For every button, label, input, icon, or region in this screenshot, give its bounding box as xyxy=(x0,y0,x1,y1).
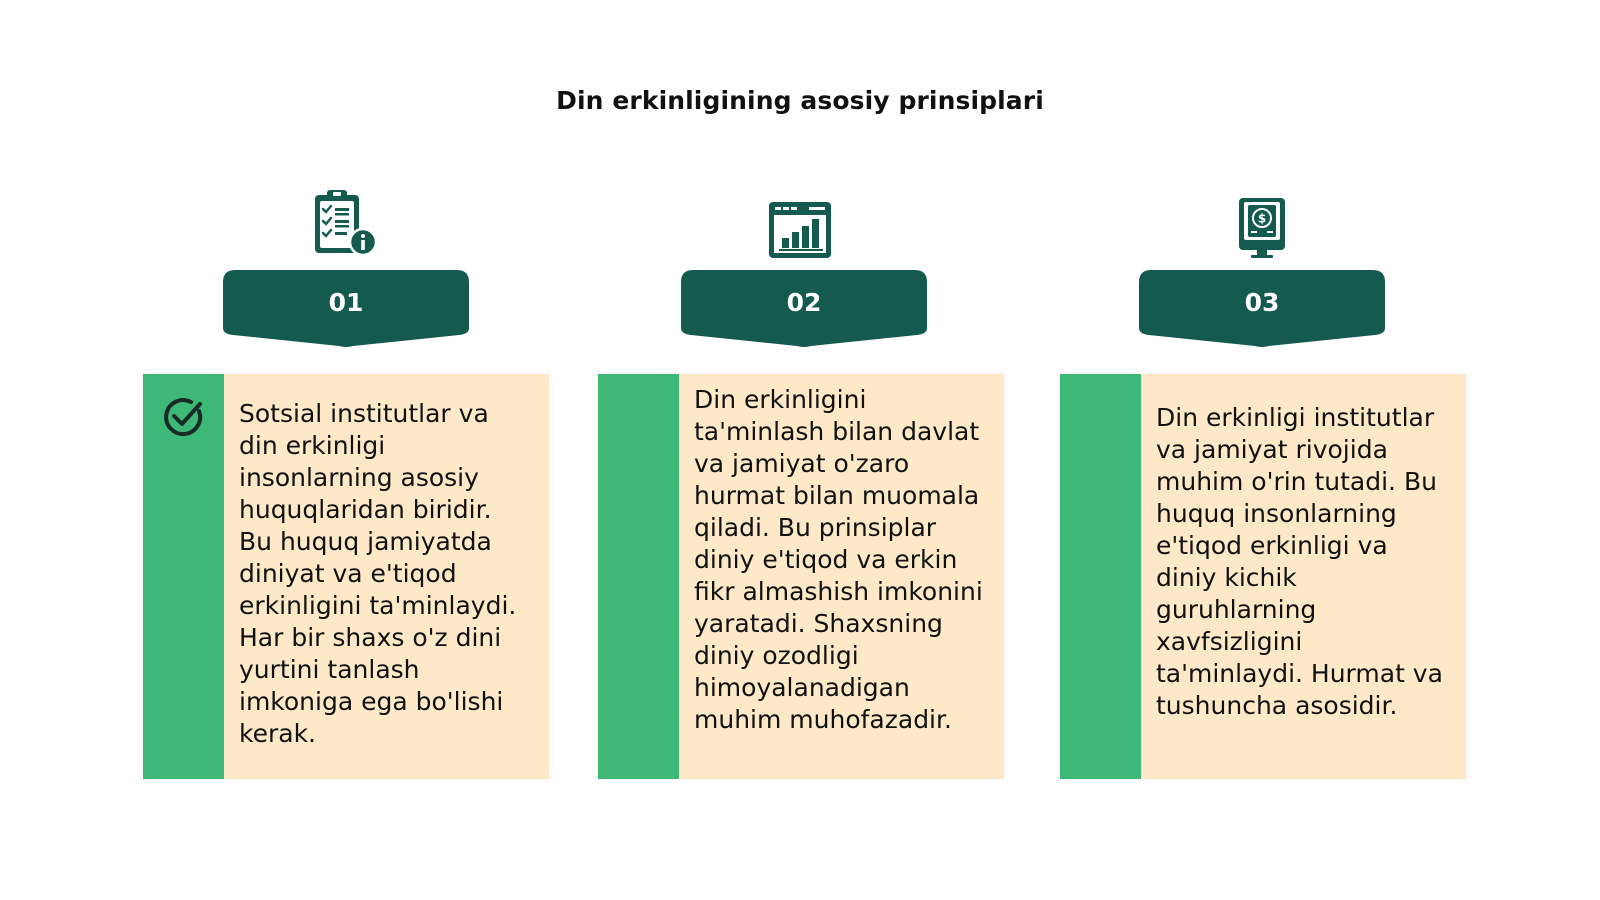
principle-card xyxy=(598,374,1004,779)
principle-card xyxy=(1060,374,1466,779)
number-label: 03 xyxy=(1244,288,1280,317)
principle-text: Din erkinligi institutlar va jamiyat rivojida muhim o'rin tutadi. Bu huquq insonlarning e'tiqod erkinligi va diniy kichik guruhlarning xavfsizligini ta'minlaydi. Hurmat va tushuncha asosidir. xyxy=(1156,403,1443,720)
browser-bar-chart-icon xyxy=(767,194,833,264)
accent-stripe xyxy=(1060,374,1141,779)
principle-text: Din erkinligini ta'minlash bilan davlat va jamiyat o'zaro hurmat bilan muomala qiladi. Bu prinsiplar diniy e'tiqod va erkin fikr almashish imkonini yaratadi. Shaxsning diniy ozodligi himoyalanadigan muhim muhofazadir. xyxy=(694,385,983,734)
number-banner xyxy=(681,270,927,348)
number-label: 02 xyxy=(786,288,822,317)
svg-text:$: $ xyxy=(1257,211,1267,226)
number-banner xyxy=(223,270,469,348)
number-label: 01 xyxy=(328,288,364,317)
check-circle-icon xyxy=(161,394,207,440)
number-banner xyxy=(1139,270,1385,348)
clipboard-checklist-info-icon xyxy=(312,188,378,258)
principle-card xyxy=(143,374,549,779)
monitor-dollar-icon xyxy=(1229,192,1295,262)
page-title: Din erkinligining asosiy prinsiplari xyxy=(556,86,1044,115)
principle-text: Sotsial institutlar va din erkinligi insonlarning asosiy huquqlaridan biridir. Bu huquq jamiyatda diniyat va e'tiqod erkinligini ta'minlaydi. Har bir shaxs o'z dini yurtini tanlash imkoniga ega bo'lishi kerak. xyxy=(239,399,517,748)
accent-stripe xyxy=(598,374,679,779)
